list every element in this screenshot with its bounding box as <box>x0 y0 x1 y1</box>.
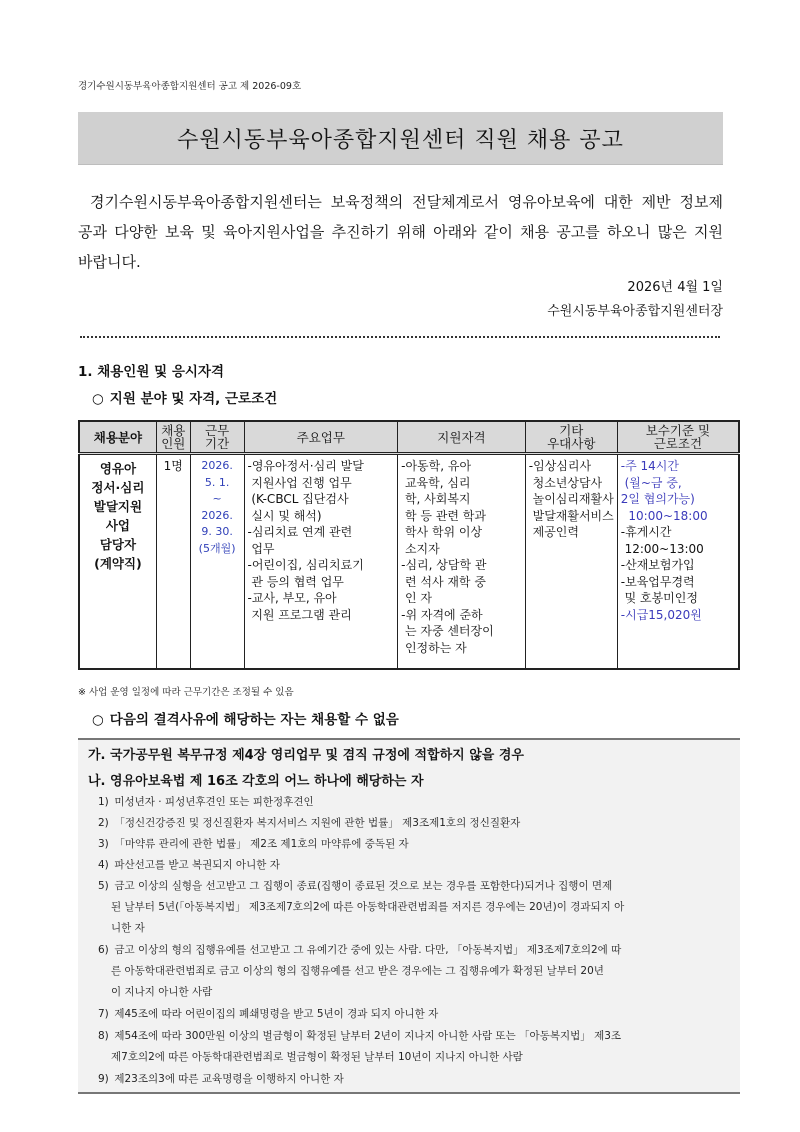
cell-qualifications: -아동학, 유아 교육학, 심리 학, 사회복지 학 등 관련 학과 학사 학위 이상 소지자 -심리, 상담학 관 련 석사 재학 중 인 자 -위 자격에 준하 는 자중 센터장이 인정하는 자 <box>398 454 526 670</box>
intro-text: 경기수원시동부육아종합지원센터는 보육정책의 전달체계로서 영유아보육에 대한 제반 정보제공과 다양한 보육 및 육아지원사업을 추진하기 위해 아래와 같이 채용 공고를 하오니 많은 지원 바랍니다. <box>78 193 723 271</box>
list-item: 8) 제54조에 따라 300만원 이상의 벌금형이 확정된 날부터 2년이 지나지 아니한 사람 또는 「아동복지법」 제3조 제7호의2에 따른 아동학대관련범죄로 벌금형이 확정된 날부터 10년이 지나지 아니한 사람 <box>98 1030 622 1063</box>
list-item: 1) 미성년자 · 피성년후견인 또는 피한정후견인 <box>98 796 314 808</box>
schedule-note: ※ 사업 운영 일정에 따라 근무기간은 조정될 수 있음 <box>78 687 294 698</box>
title-banner <box>78 112 723 165</box>
list-item: 9) 제23조의3에 따른 교육명령을 이행하지 아니한 자 <box>98 1073 344 1085</box>
list-item: 6) 금고 이상의 형의 집행유예를 선고받고 그 유예기간 중에 있는 사람. 다만, 「아동복지법」 제3조제7호의2에 따 른 아동학대관련범죄로 금고 이상의 형의 집행유예를 선고 받은 경우에는 그 집행유예가 확정된 날부터 20년 이 지나지 아니한 사람 <box>98 944 622 998</box>
list-item: 7) 제45조에 따라 어린이집의 폐쇄명령을 받고 5년이 경과 되지 아니한 자 <box>98 1008 439 1020</box>
cell-preferred: -임상심리사 청소년상담사 놀이심리재활사 발달재활서비스 제공인력 <box>525 454 617 670</box>
list-item: 2) 「정신건강증진 및 정신질환자 복지서비스 지원에 관한 법률」 제3조제1호의 정신질환자 <box>98 817 521 829</box>
header-period: 근무 기간 <box>190 421 244 454</box>
intro-paragraph <box>78 187 723 277</box>
subheading-text: 지원 분야 및 자격, 근로조건 <box>109 391 278 407</box>
header-duties: 주요업무 <box>244 421 398 454</box>
cell-count: 1명 <box>156 454 190 670</box>
header-preferred: 기타 우대사항 <box>525 421 617 454</box>
cell-pay: -주 14시간 (월~금 중, 2일 협의가능) 10:00~18:00 -휴게시간 12:00~13:00 -산재보험가입 -보육업무경력 및 호봉미인정 -시급15,020원 <box>617 454 739 670</box>
disqualification-a: 가. 국가공무원 복무규정 제4장 영리업무 및 겸직 규정에 적합하지 않을 경우 <box>88 748 524 763</box>
table-header-row <box>79 421 739 454</box>
cell-period: 2026. 5. 1. ~ 2026. 9. 30. (5개월) <box>190 454 244 670</box>
document-number: 경기수원시동부육아종합지원센터 공고 제 2026-09호 <box>78 81 302 92</box>
list-item: 5) 금고 이상의 실형을 선고받고 그 집행이 종료(집행이 종료된 것으로 보는 경우를 포함한다)되거나 집행이 면제 된 날부터 5년(「아동복지법」 제3조제7호의2에 따른 아동학대관련범죄를 저지른 경우에는 20년)이 경과되지 아 니한 자 <box>98 880 625 934</box>
list-item: 3) 「마약류 관리에 관한 법률」 제2조 제1호의 마약류에 중독된 자 <box>98 838 409 850</box>
header-pay: 보수기준 및 근로조건 <box>617 421 739 454</box>
subheading-qualifications <box>92 387 277 407</box>
dotted-divider <box>80 336 720 338</box>
circle-bullet-icon: ○ <box>92 712 104 728</box>
disqualification-box <box>78 738 740 1094</box>
circle-bullet-icon: ○ <box>92 391 104 407</box>
section-heading-1: 1. 채용인원 및 응시자격 <box>78 364 224 380</box>
cell-field: 영유아 정서·심리 발달지원 사업 담당자 (계약직) <box>79 454 156 670</box>
list-item: 4) 파산선고를 받고 복권되지 아니한 자 <box>98 859 280 871</box>
table-row <box>79 454 739 670</box>
issuer-name: 수원시동부육아종합지원센터장 <box>547 304 723 319</box>
page-title: 수원시동부육아종합지원센터 직원 채용 공고 <box>177 127 624 153</box>
subheading-disqualifications <box>92 708 399 728</box>
subheading-text: 다음의 결격사유에 해당하는 자는 채용할 수 없음 <box>109 712 399 728</box>
announcement-date: 2026년 4월 1일 <box>627 280 723 295</box>
header-count: 채용 인원 <box>156 421 190 454</box>
disqualification-b: 나. 영유아보육법 제 16조 각호의 어느 하나에 해당하는 자 <box>88 774 424 789</box>
header-field: 채용분야 <box>79 421 156 454</box>
header-qualifications: 지원자격 <box>398 421 526 454</box>
job-table <box>78 420 740 670</box>
cell-duties: -영유아정서·심리 발달 지원사업 진행 업무 (K-CBCL 집단검사 실시 및 해석) -심리치료 연계 관련 업무 -어린이집, 심리치료기 관 등의 협력 업무 -교사, 부모, 유아 지원 프로그램 관리 <box>244 454 398 670</box>
